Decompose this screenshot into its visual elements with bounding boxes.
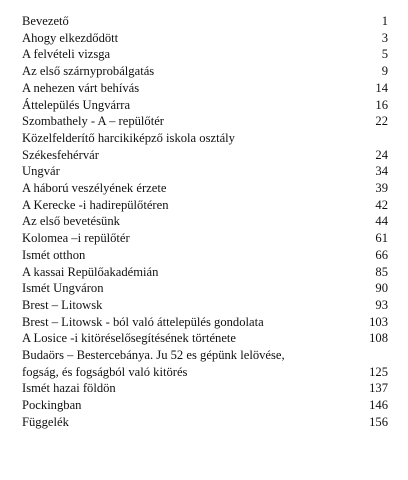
toc-entry-title: A kassai Repülőakadémián [22,264,159,279]
toc-entry-title: Brest – Litowsk [22,297,103,312]
toc-entry-page: 146 [369,398,388,413]
toc-entry-page: 125 [369,364,388,379]
toc-entry-title: A nehezen várt behívás [22,80,140,95]
toc-entry [22,63,388,80]
toc-entry [22,297,388,314]
toc-entry-page: 14 [375,80,388,95]
toc-entry-page: 34 [375,164,388,179]
toc-entry [22,80,388,97]
toc-entry-page: 3 [381,30,388,45]
toc-entry-page: 5 [381,47,388,62]
toc-entry-page: 137 [369,381,388,396]
toc-entry [22,46,388,63]
toc-entry-page: 16 [375,97,388,112]
toc-entry-title: Az első szárnyprobálgatás [22,64,155,79]
toc-entry-page: 44 [375,214,388,229]
toc-entry-title: Brest – Litowsk - ból való áttelepülés gondolata [22,314,264,329]
toc-entry-title: Kolomea –i repülőtér [22,231,130,246]
toc-entry [22,414,388,431]
toc-entry-title: Áttelepülés Ungvárra [22,97,131,112]
toc-entry-title: Ismét Ungváron [22,281,104,296]
toc-entry [22,163,388,180]
toc-entry [22,180,388,197]
toc-entry-page: 90 [375,281,388,296]
toc-entry-continuation [22,364,388,381]
toc-entry-wrapped [22,347,388,380]
toc-entry-page: 24 [375,147,388,162]
toc-entry [22,330,388,347]
toc-entry-title: Ahogy elkezdődött [22,30,119,45]
toc-entry-title: Ismét otthon [22,247,86,262]
toc-entry-page: 22 [375,114,388,129]
toc-entry [22,314,388,331]
toc-entry-page: 66 [375,247,388,262]
toc-entry [22,197,388,214]
toc-entry [22,247,388,264]
toc-entry [22,147,388,164]
toc-entry [22,280,388,297]
toc-entry-title-line1: Budaörs – Bestercebánya. Ju 52 es gépünk lelövése, [22,348,285,363]
toc-entry-title: Székesfehérvár [22,147,99,162]
toc-entry-page: 156 [369,414,388,429]
toc-entry-title: Szombathely - A – repülőtér [22,114,164,129]
toc-entry-title: Függelék [22,414,69,429]
toc-entry-page: 9 [381,64,388,79]
toc-entry-title: Ungvár [22,164,60,179]
toc-entry-title: A háború veszélyének érzete [22,181,167,196]
toc-entry [22,230,388,247]
toc-entry [22,113,388,130]
toc-entry-title: Bevezető [22,14,69,28]
toc-entry [22,397,388,414]
toc-entry [22,13,388,30]
toc-entry-title: Pockingban [22,398,82,413]
toc-entry-title-line2: fogság, és fogságból való kitörés [22,364,188,379]
toc-entry-page: 103 [369,314,388,329]
toc-entry-page: 1 [381,14,388,28]
toc-entry-page: 93 [375,297,388,312]
toc-entry-page: 42 [375,197,388,212]
toc-entry-title: Közelfelderítő harcikiképző iskola osztály [22,130,235,145]
toc-entry-title: A Losice -i kitöréselősegítésének története [22,331,237,346]
toc-entry-page: 39 [375,181,388,196]
toc-entry-title: A felvételi vizsga [22,47,111,62]
toc-entry-page: 108 [369,331,388,346]
table-of-contents [22,13,388,431]
toc-entry [22,213,388,230]
toc-entry-title: Az első bevetésünk [22,214,120,229]
toc-entry-page: 61 [375,231,388,246]
toc-entry [22,380,388,397]
toc-entry [22,130,388,147]
toc-entry [22,30,388,47]
toc-entry [22,97,388,114]
toc-entry-title: A Kerecke -i hadirepülőtéren [22,197,169,212]
toc-entry-title: Ismét hazai földön [22,381,116,396]
toc-entry [22,264,388,281]
toc-entry-page: 85 [375,264,388,279]
